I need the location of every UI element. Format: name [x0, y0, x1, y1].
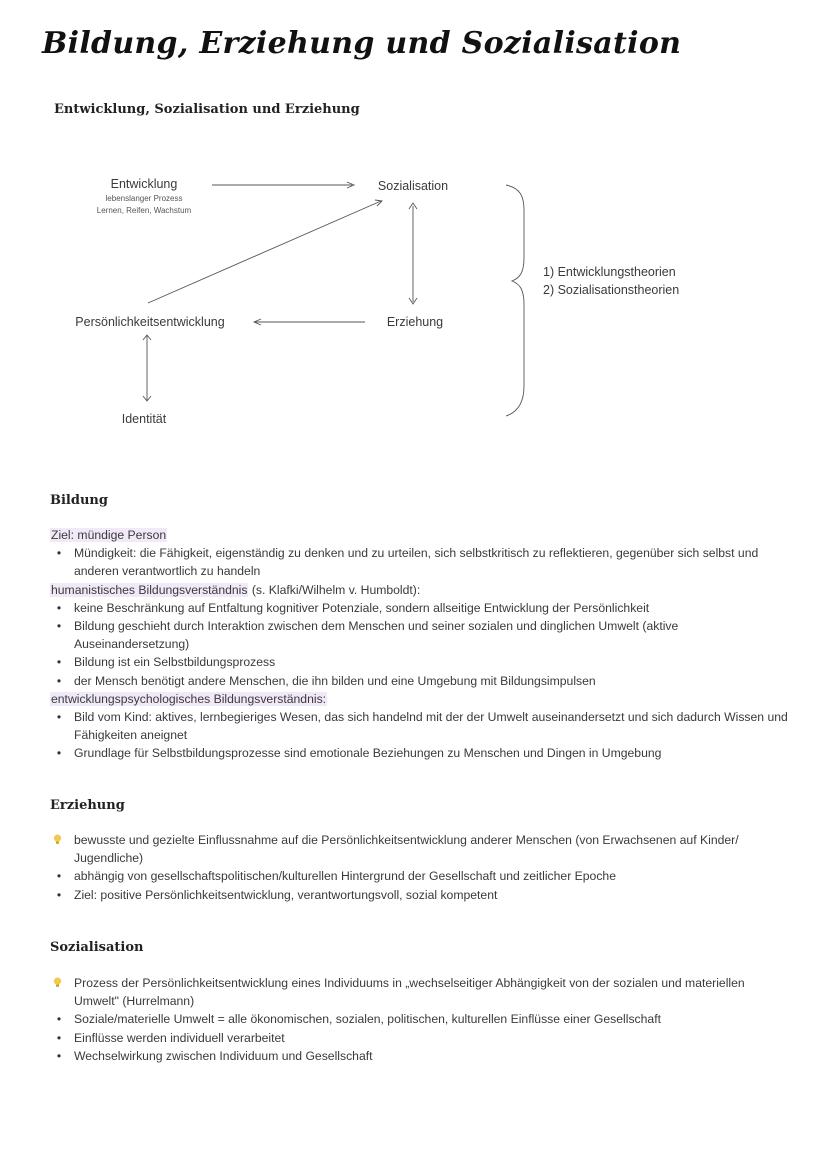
section-heading-erziehung: Erziehung: [50, 798, 125, 813]
lightbulb-icon: [53, 834, 62, 845]
arrow-persoenlichkeit-sozialisation: [148, 200, 382, 303]
node-persoenlichkeitsentwicklung: Persönlichkeitsentwicklung: [75, 315, 225, 329]
bullet-icon: •: [56, 1048, 62, 1063]
list-item: • Soziale/materielle Umwelt = alle ökonomischen, sozialen, politischen, kulturellen Einflüsse einer Gesellschaft: [50, 1010, 790, 1028]
list-item: • Bild vom Kind: aktives, lernbegieriges Wesen, das sich handelnd mit der der Umwelt auseinandersetzt und sich dadurch Wissen und Fähigkeiten aneignet: [50, 708, 790, 744]
list-item: • keine Beschränkung auf Entfaltung kognitiver Potenziale, sondern allseitige Entwicklung der Persönlichkeit: [50, 599, 790, 617]
page-title: Bildung, Erziehung und Sozialisation: [42, 26, 682, 61]
humanistisch-reference: (s. Klafki/Wilhelm v. Humboldt):: [248, 582, 421, 597]
node-identitaet: Identität: [121, 412, 167, 426]
node-sozialisation: Sozialisation: [377, 179, 449, 193]
section-sozialisation: [50, 974, 790, 1065]
concept-diagram: [0, 150, 828, 450]
bullet-icon: •: [56, 600, 62, 615]
section-bildung: [50, 526, 790, 763]
bullet-icon: •: [56, 1012, 62, 1027]
list-item: • Bildung ist ein Selbstbildungsprozess: [50, 653, 790, 671]
highlight-ziel: Ziel: mündige Person: [51, 528, 167, 542]
node-erziehung: Erziehung: [386, 315, 444, 329]
bullet-icon: •: [56, 619, 62, 634]
section-erziehung: [50, 831, 790, 904]
arrow-sozialisation-erziehung: [409, 203, 417, 304]
list-item: • abhängig von gesellschaftspolitischen/kulturellen Hintergrund der Gesellschaft und zeitlicher Epoche: [50, 867, 790, 885]
section-heading-sozialisation: Sozialisation: [50, 940, 144, 955]
diagram-heading: Entwicklung, Sozialisation und Erziehung: [54, 102, 360, 117]
bullet-icon: •: [56, 655, 62, 670]
bullet-icon: •: [56, 746, 62, 761]
list-item: • Grundlage für Selbstbildungsprozesse sind emotionale Beziehungen zu Menschen und Dingen in Umgebung: [50, 744, 790, 762]
bullet-icon: •: [56, 710, 62, 725]
arrow-erziehung-persoenlichkeit: [254, 319, 365, 325]
bullet-icon: •: [56, 1030, 62, 1045]
theory-2: 2) Sozialisationstheorien: [543, 283, 680, 297]
list-item: • Mündigkeit: die Fähigkeit, eigenständig zu denken und zu urteilen, sich selbstkritisch zu reflektieren, gegenüber sich selbst und anderen verantwortlich zu handeln: [50, 544, 790, 580]
list-item: • Bildung geschieht durch Interaktion zwischen dem Menschen und seiner sozialen und dinglichen Umwelt (aktive Auseinandersetzung): [50, 617, 790, 653]
arrow-persoenlichkeit-identitaet: [143, 335, 151, 401]
section-heading-bildung: Bildung: [50, 493, 108, 508]
bullet-icon: •: [56, 869, 62, 884]
lightbulb-icon: [53, 977, 62, 988]
bullet-icon: •: [56, 887, 62, 902]
list-item: • Ziel: positive Persönlichkeitsentwicklung, verantwortungsvoll, sozial kompetent: [50, 886, 790, 904]
curly-brace: [506, 185, 524, 416]
list-item: Prozess der Persönlichkeitsentwicklung eines Individuums in „wechselseitiger Abhängigkeit von der sozialen und materiellen Umwelt" (Hurrelmann): [50, 974, 790, 1010]
list-item: • der Mensch benötigt andere Menschen, die ihn bilden und eine Umgebung mit Bildungsimpulsen: [50, 672, 790, 690]
node-entwicklung-sub2: Lernen, Reifen, Wachstum: [96, 206, 192, 215]
list-item: • Einflüsse werden individuell verarbeitet: [50, 1029, 790, 1047]
theory-1: 1) Entwicklungstheorien: [543, 265, 676, 279]
arrow-entwicklung-sozialisation: [212, 182, 354, 188]
list-item: • Wechselwirkung zwischen Individuum und Gesellschaft: [50, 1047, 790, 1065]
highlight-entwicklungspsych: entwicklungspsychologisches Bildungsverständnis:: [51, 691, 327, 706]
list-item: bewusste und gezielte Einflussnahme auf die Persönlichkeitsentwicklung anderer Menschen (von Erwachsenen auf Kinder/ Jugendliche): [50, 831, 790, 867]
node-entwicklung-sub1: lebenslanger Prozess: [105, 194, 183, 203]
node-entwicklung: Entwicklung: [110, 177, 178, 191]
highlight-humanistisch: humanistisches Bildungsverständnis: [51, 582, 248, 597]
bullet-icon: •: [56, 673, 62, 688]
bullet-icon: •: [56, 546, 62, 561]
